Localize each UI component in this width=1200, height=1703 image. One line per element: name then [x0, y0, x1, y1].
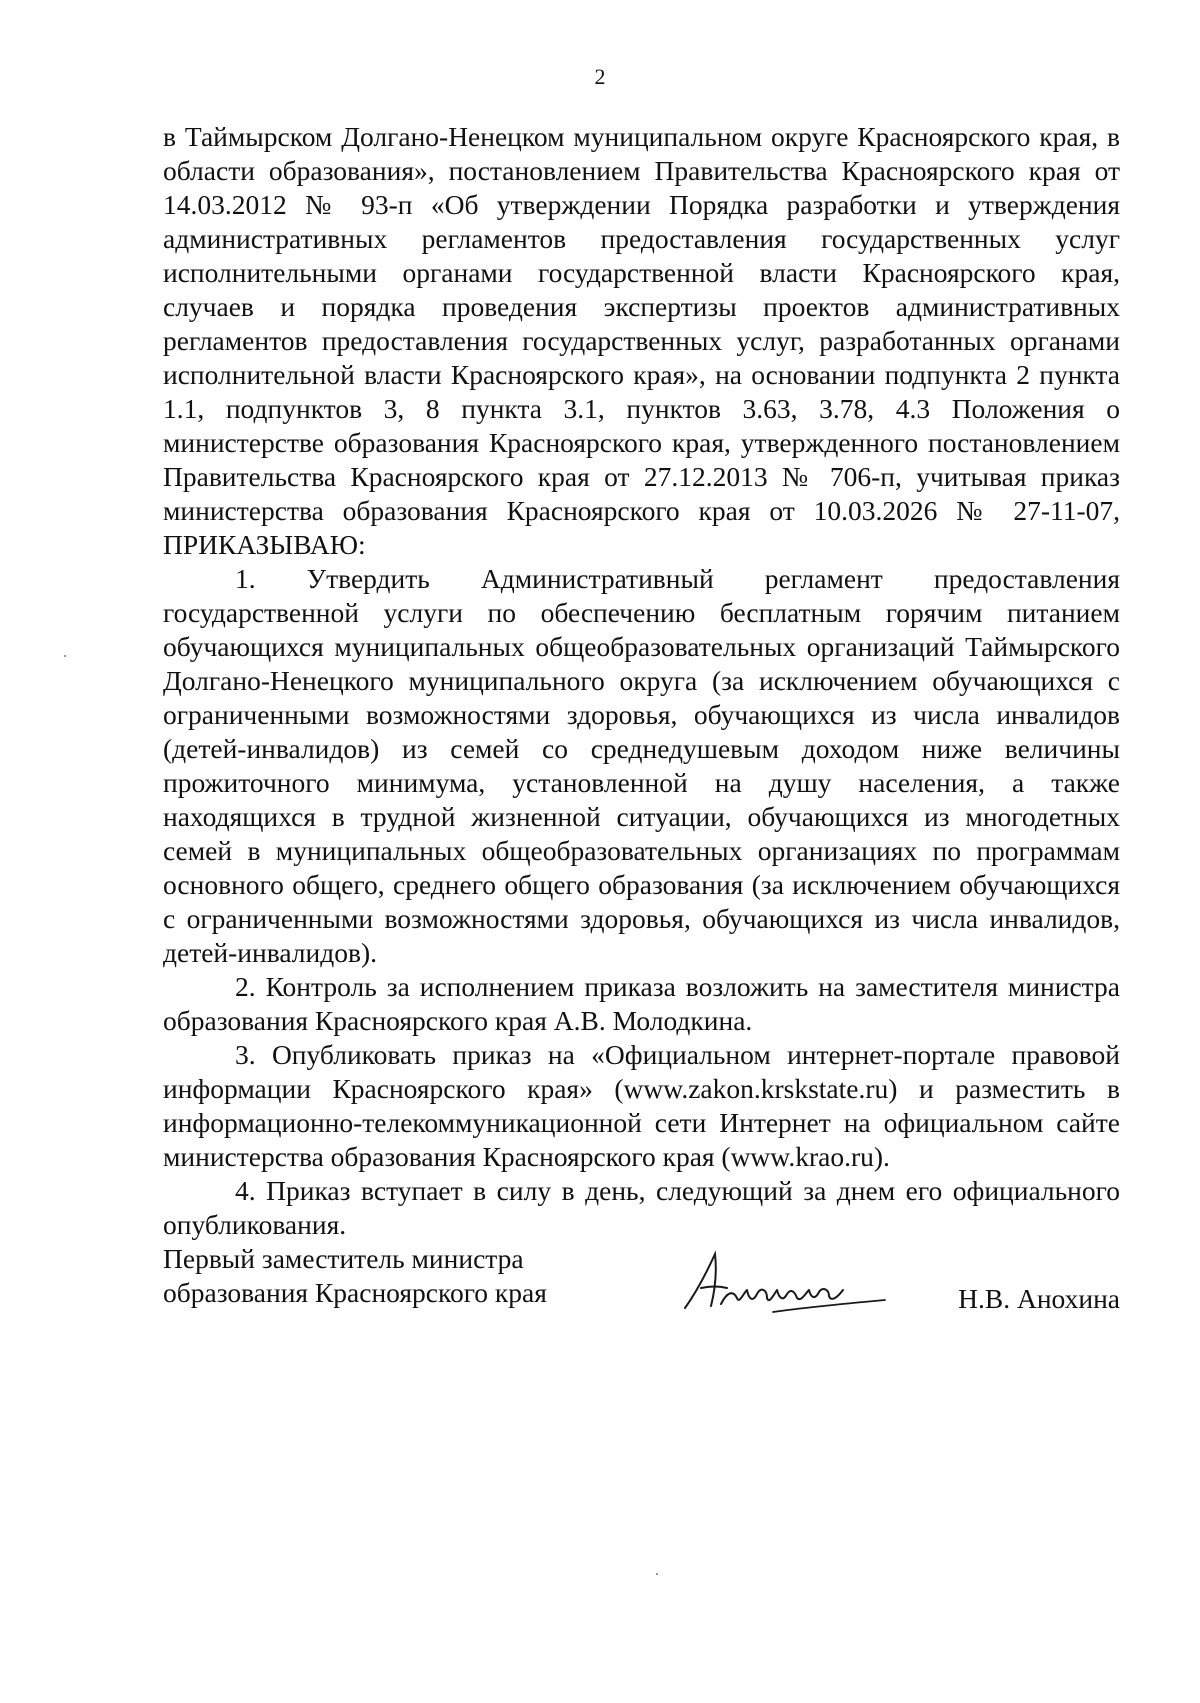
page-number: 2	[594, 64, 606, 89]
scan-speck	[64, 655, 66, 657]
handwritten-signature	[681, 1246, 891, 1318]
signatory-name: Н.В. Анохина	[958, 1283, 1120, 1314]
signatory-position	[163, 1242, 547, 1310]
signatory-position-line-2: образования Красноярского края	[163, 1277, 547, 1308]
paragraph-item-1: 1. Утвердить Административный регламент предоставления государственной услуги по обеспечению бесплатным горячим питанием обучающихся муниципальных общеобразовательных организаций Таймырского Долгано-Ненецкого муниципального округа (за исключением обучающихся с ограниченными возможностями здоровья, обучающихся из числа инвалидов (детей-инвалидов) из семей со среднедушевым доходом ниже величины прожиточного минимума, установленной на душу населения, а также находящихся в трудной жизненной ситуации, обучающихся из многодетных семей в муниципальных общеобразовательных организациях по программам основного общего, среднего общего образования (за исключением обучающихся с ограниченными возможностями здоровья, обучающихся из числа инвалидов, детей-инвалидов).	[163, 563, 1120, 968]
scan-speck	[656, 1573, 658, 1575]
paragraph-item-2: 2. Контроль за исполнением приказа возложить на заместителя министра образования Красноярского края А.В. Молодкина.	[163, 971, 1120, 1036]
paragraph-preamble: в Таймырском Долгано-Ненецком муниципальном округе Красноярского края, в области образования», постановлением Правительства Красноярского края от 14.03.2012 № 93-п «Об утверждении Порядка разработки и утверждения административных регламентов предоставления государственных услуг исполнительными органами государственной власти Красноярского края, случаев и порядка проведения экспертизы проектов административных регламентов предоставления государственных услуг, разработанных органами исполнительной власти Красноярского края», на основании подпункта 2 пункта 1.1, подпунктов 3, 8 пункта 3.1, пунктов 3.63, 3.78, 4.3 Положения о министерстве образования Красноярского края, утвержденного постановлением Правительства Красноярского края от 27.12.2013 № 706-п, учитывая приказ министерства образования Красноярского края от 10.03.2026 № 27-11-07, ПРИКАЗЫВАЮ:	[163, 121, 1120, 560]
paragraph-item-4: 4. Приказ вступает в силу в день, следующий за днем его официального опубликования.	[163, 1175, 1120, 1240]
document-body	[163, 120, 1120, 1242]
paragraph-item-3: 3. Опубликовать приказ на «Официальном интернет-портале правовой информации Красноярского края» (www.zakon.krskstate.ru) и разместить в информационно-телекоммуникационной сети Интернет на официальном сайте министерства образования Красноярского края (www.krao.ru).	[163, 1039, 1120, 1172]
signature-block	[163, 1242, 1120, 1322]
signatory-position-line-1: Первый заместитель министра	[163, 1243, 524, 1274]
